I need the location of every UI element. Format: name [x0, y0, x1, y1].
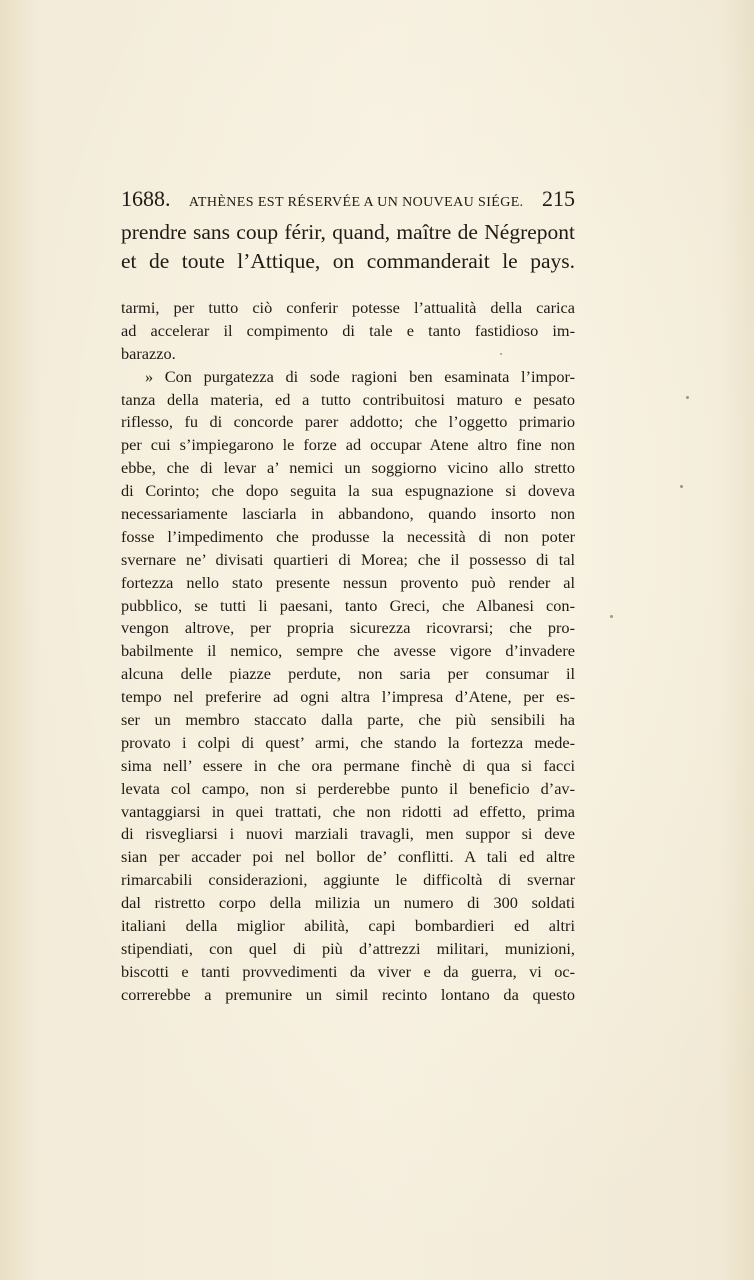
- italian-line: rimarcabili considerazioni, aggiunte le difficoltà di svernar: [121, 870, 575, 890]
- italian-line: correrebbe a premunire un simil recinto lontano da questo: [121, 984, 575, 1004]
- italian-line: sian per accader poi nel bollor de’ conflitti. A tali ed altre: [121, 847, 575, 867]
- paper-speck: [680, 485, 683, 488]
- italian-line: svernare ne’ divisati quartieri di Morea; che il possesso di tal: [121, 549, 575, 569]
- french-text-block: [121, 218, 575, 276]
- paper-speck: [610, 615, 613, 618]
- italian-line: necessariamente lasciarla in abbandono, quando insorto non: [121, 504, 575, 524]
- italian-line: barazzo.: [121, 343, 176, 363]
- paper-speck: [686, 396, 689, 399]
- italian-line: ser un membro staccato dalla parte, che più sensibili ha: [121, 710, 575, 730]
- italian-line: sima nell’ essere in che ora permane finchè di qua si facci: [121, 755, 575, 775]
- italian-line: di risvegliarsi i nuovi marziali travagli, men suppor si deve: [121, 824, 575, 844]
- italian-line: pubblico, se tutti li paesani, tanto Greci, che Albanesi con-: [121, 595, 575, 615]
- italian-line: biscotti e tanti provvedimenti da viver e da guerra, vi oc-: [121, 961, 575, 981]
- italian-line: dal ristretto corpo della milizia un numero di 300 soldati: [121, 893, 575, 913]
- italian-line: alcuna delle piazze perdute, non saria per consumar il: [121, 664, 575, 684]
- italian-line: tempo nel preferire ad ogni altra l’impresa d’Atene, per es-: [121, 687, 575, 707]
- french-line: et de toute l’Attique, on commanderait le pays.: [121, 249, 575, 273]
- italian-line: fortezza nello stato presente nessun provento può render al: [121, 572, 575, 592]
- italian-line: provato i colpi di quest’ armi, che stando la fortezza mede-: [121, 732, 575, 752]
- italian-line: ad accelerar il compimento di tale e tanto fastidioso im-: [121, 320, 575, 340]
- italian-line: ebbe, che di levar a’ nemici un soggiorno vicino allo stretto: [121, 458, 575, 478]
- italian-line: di Corinto; che dopo seguita la sua espugnazione si doveva: [121, 481, 575, 501]
- italian-line: tarmi, per tutto ciò conferir potesse l’attualità della carica: [121, 298, 575, 317]
- italian-line: fosse l’impedimento che produsse la necessità di non poter: [121, 526, 575, 546]
- italian-line: riflesso, fu di concorde parer addotto; che l’oggetto primario: [121, 412, 575, 432]
- french-line: prendre sans coup férir, quand, maître de Négrepont: [121, 220, 575, 244]
- italian-line: stipendiati, con quel di più d’attrezzi militari, munizioni,: [121, 938, 575, 958]
- running-head-year: 1688.: [121, 186, 171, 211]
- italian-line: tanza della materia, ed a tutto contribuitosi maturo e pesato: [121, 389, 575, 409]
- italian-line: babilmente il nemico, sempre che avesse vigore d’invadere: [121, 641, 575, 661]
- page-number: 215: [542, 186, 575, 211]
- paper-speck: [500, 353, 502, 355]
- italian-line: italiani della miglior abilità, capi bombardieri ed altri: [121, 916, 575, 936]
- running-head-title: ATHÈNES EST RÉSERVÉE A UN NOUVEAU SIÉGE.: [188, 195, 524, 210]
- italian-line: vantaggiarsi in quei trattati, che non ridotti ad effetto, prima: [121, 801, 575, 821]
- running-head: [121, 186, 575, 212]
- italian-line: levata col campo, non si perderebbe punto il beneficio d’av-: [121, 778, 575, 798]
- italian-line: vengon altrove, per propria sicurezza ricovrarsi; che pro-: [121, 618, 575, 638]
- italian-line: » Con purgatezza di sode ragioni ben esaminata l’impor-: [145, 366, 575, 386]
- italian-line: per cui s’impiegarono le forze ad occupar Atene altro fine non: [121, 435, 575, 455]
- italian-quotation-block: [121, 297, 575, 1007]
